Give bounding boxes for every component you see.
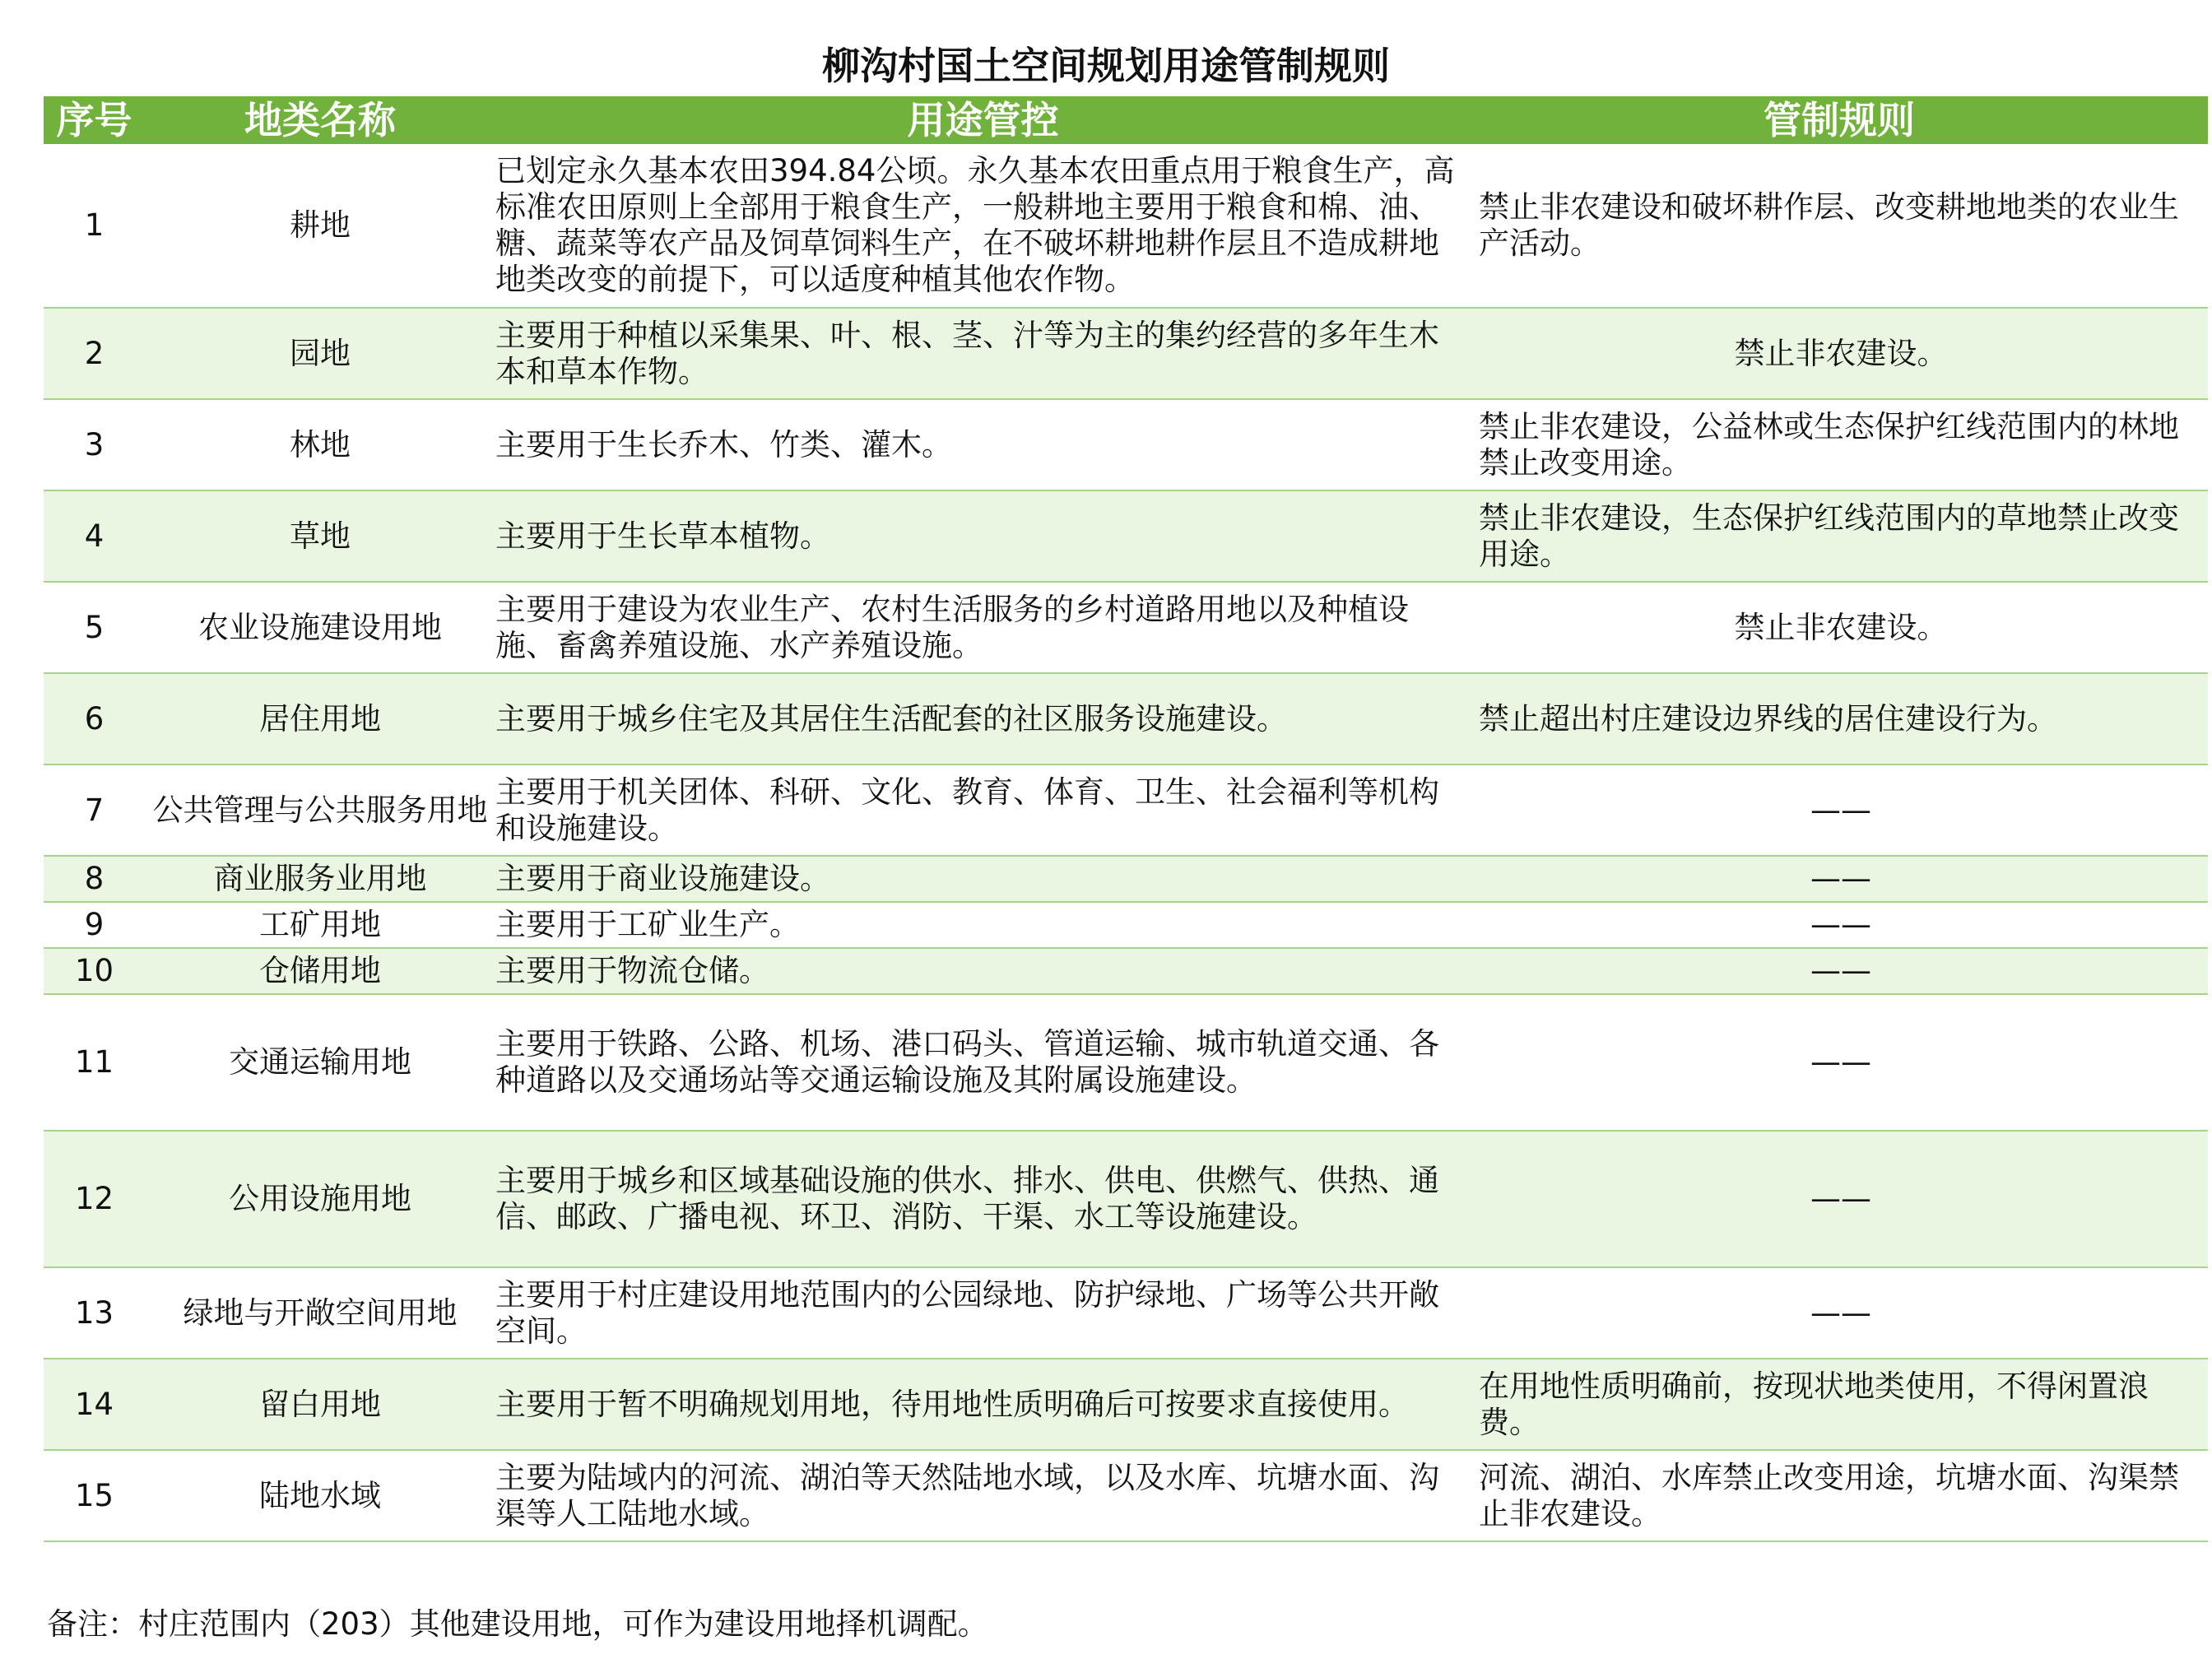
row-rule-cell	[1471, 490, 2208, 582]
row-rule-cell	[1471, 582, 2208, 673]
row-name: 林地	[145, 399, 495, 490]
row-no: 15	[44, 1450, 145, 1541]
row-rule: ——	[1810, 1044, 1871, 1080]
row-use-cell	[495, 1359, 1471, 1450]
table-row	[44, 764, 2208, 856]
page-title: 柳沟村国土空间规划用途管制规则	[822, 44, 1390, 88]
header-use: 用途管控	[495, 96, 1471, 144]
row-name: 居住用地	[145, 673, 495, 764]
row-rule-cell	[1471, 1359, 2208, 1450]
row-name: 绿地与开敞空间用地	[145, 1267, 495, 1359]
row-use: 主要用于种植以采集果、叶、根、茎、汁等为主的集约经营的多年生木本和草本作物。	[495, 317, 1439, 389]
row-no: 5	[44, 582, 145, 673]
row-no: 1	[44, 144, 145, 308]
table-row	[44, 582, 2208, 673]
row-rule-cell	[1471, 673, 2208, 764]
row-rule-cell	[1471, 399, 2208, 490]
row-use: 主要用于生长草本植物。	[495, 518, 830, 554]
row-name: 公共管理与公共服务用地	[145, 764, 495, 856]
row-no: 10	[44, 948, 145, 994]
row-use-cell	[495, 948, 1471, 994]
row-rule: 禁止超出村庄建设边界线的居住建设行为。	[1479, 700, 2057, 737]
row-name: 农业设施建设用地	[145, 582, 495, 673]
row-use-cell	[495, 490, 1471, 582]
row-rule-cell	[1471, 308, 2208, 399]
row-name: 交通运输用地	[145, 994, 495, 1131]
row-name: 草地	[145, 490, 495, 582]
row-no: 4	[44, 490, 145, 582]
row-no: 6	[44, 673, 145, 764]
row-use: 主要用于城乡和区域基础设施的供水、排水、供电、供燃气、供热、通信、邮政、广播电视、环卫、消防、干渠、水工等设施建设。	[495, 1163, 1439, 1234]
row-rule: 禁止非农建设和破坏耕作层、改变耕地地类的农业生产活动。	[1479, 189, 2179, 261]
row-use: 主要用于生长乔木、竹类、灌木。	[495, 426, 952, 462]
row-no: 7	[44, 764, 145, 856]
row-rule-cell	[1471, 994, 2208, 1131]
header-name: 地类名称	[145, 96, 495, 144]
footnote: 备注：村庄范围内（203）其他建设用地，可作为建设用地择机调配。	[47, 1606, 988, 1642]
row-use-cell	[495, 673, 1471, 764]
table-row	[44, 948, 2208, 994]
table-row	[44, 1359, 2208, 1450]
row-no: 2	[44, 308, 145, 399]
row-rule: 禁止非农建设，公益林或生态保护红线范围内的林地禁止改变用途。	[1479, 408, 2179, 481]
row-rule: ——	[1810, 792, 1871, 828]
row-no: 8	[44, 856, 145, 902]
row-rule-cell	[1471, 948, 2208, 994]
table-row	[44, 399, 2208, 490]
row-no: 11	[44, 994, 145, 1131]
table-row	[44, 144, 2208, 308]
header-row	[44, 96, 2208, 144]
row-rule: 禁止非农建设。	[1734, 335, 1948, 371]
row-name: 园地	[145, 308, 495, 399]
row-name: 商业服务业用地	[145, 856, 495, 902]
row-use-cell	[495, 582, 1471, 673]
row-use: 主要用于铁路、公路、机场、港口码头、管道运输、城市轨道交通、各种道路以及交通场站等交通运输设施及其附属设施建设。	[495, 1026, 1439, 1098]
row-rule: 在用地性质明确前，按现状地类使用，不得闲置浪费。	[1479, 1368, 2149, 1440]
row-rule: ——	[1810, 1294, 1871, 1331]
row-name: 公用设施用地	[145, 1131, 495, 1267]
row-no: 13	[44, 1267, 145, 1359]
row-use-cell	[495, 764, 1471, 856]
table-row	[44, 1267, 2208, 1359]
land-use-rules-table	[44, 96, 2208, 1542]
row-rule-cell	[1471, 856, 2208, 902]
row-use-cell	[495, 1450, 1471, 1541]
row-use-cell	[495, 144, 1471, 308]
row-no: 9	[44, 902, 145, 948]
table-row	[44, 902, 2208, 948]
table-row	[44, 994, 2208, 1131]
row-name: 工矿用地	[145, 902, 495, 948]
table-row	[44, 490, 2208, 582]
row-use-cell	[495, 308, 1471, 399]
row-rule-cell	[1471, 902, 2208, 948]
row-rule: ——	[1810, 907, 1871, 942]
table-row	[44, 1131, 2208, 1267]
row-use: 主要用于物流仓储。	[495, 953, 769, 988]
row-rule-cell	[1471, 144, 2208, 308]
row-rule-cell	[1471, 1267, 2208, 1359]
row-name: 陆地水域	[145, 1450, 495, 1541]
header-no: 序号	[44, 96, 145, 144]
row-no: 14	[44, 1359, 145, 1450]
table-header	[44, 96, 2208, 144]
table-row	[44, 308, 2208, 399]
row-name: 留白用地	[145, 1359, 495, 1450]
row-use: 主要用于暂不明确规划用地，待用地性质明确后可按要求直接使用。	[495, 1386, 1409, 1422]
row-use: 已划定永久基本农田394.84公顷。永久基本农田重点用于粮食生产，高标准农田原则上全部用于粮食生产，一般耕地主要用于粮食和棉、油、糖、蔬菜等农产品及饲草饲料生产，在不破坏耕地耕作层且不造成耕地地类改变的前提下，可以适度种植其他农作物。	[495, 153, 1455, 297]
row-rule: 禁止非农建设。	[1734, 609, 1948, 645]
row-use: 主要用于机关团体、科研、文化、教育、体育、卫生、社会福利等机构和设施建设。	[495, 774, 1439, 846]
row-no: 12	[44, 1131, 145, 1267]
row-use: 主要用于商业设施建设。	[495, 861, 830, 896]
row-rule: ——	[1810, 953, 1871, 988]
row-use: 主要用于工矿业生产。	[495, 907, 800, 942]
row-rule: 禁止非农建设，生态保护红线范围内的草地禁止改变用途。	[1479, 500, 2179, 572]
row-rule-cell	[1471, 764, 2208, 856]
row-use-cell	[495, 856, 1471, 902]
row-rule-cell	[1471, 1131, 2208, 1267]
table-row	[44, 856, 2208, 902]
row-use: 主要为陆域内的河流、湖泊等天然陆地水域，以及水库、坑塘水面、沟渠等人工陆地水域。	[495, 1459, 1439, 1531]
row-use-cell	[495, 399, 1471, 490]
row-use-cell	[495, 994, 1471, 1131]
row-name: 耕地	[145, 144, 495, 308]
row-use: 主要用于城乡住宅及其居住生活配套的社区服务设施建设。	[495, 700, 1287, 737]
row-name: 仓储用地	[145, 948, 495, 994]
row-rule: 河流、湖泊、水库禁止改变用途，坑塘水面、沟渠禁止非农建设。	[1479, 1459, 2179, 1531]
table-row	[44, 673, 2208, 764]
row-use-cell	[495, 902, 1471, 948]
row-use: 主要用于村庄建设用地范围内的公园绿地、防护绿地、广场等公共开敞空间。	[495, 1276, 1439, 1349]
row-rule: ——	[1810, 861, 1871, 896]
row-use-cell	[495, 1131, 1471, 1267]
header-rule: 管制规则	[1471, 96, 2208, 144]
table-row	[44, 1450, 2208, 1541]
row-no: 3	[44, 399, 145, 490]
row-rule-cell	[1471, 1450, 2208, 1541]
row-rule: ——	[1810, 1181, 1871, 1216]
row-use-cell	[495, 1267, 1471, 1359]
table-body	[44, 144, 2208, 1541]
row-use: 主要用于建设为农业生产、农村生活服务的乡村道路用地以及种植设施、畜禽养殖设施、水产养殖设施。	[495, 591, 1409, 663]
